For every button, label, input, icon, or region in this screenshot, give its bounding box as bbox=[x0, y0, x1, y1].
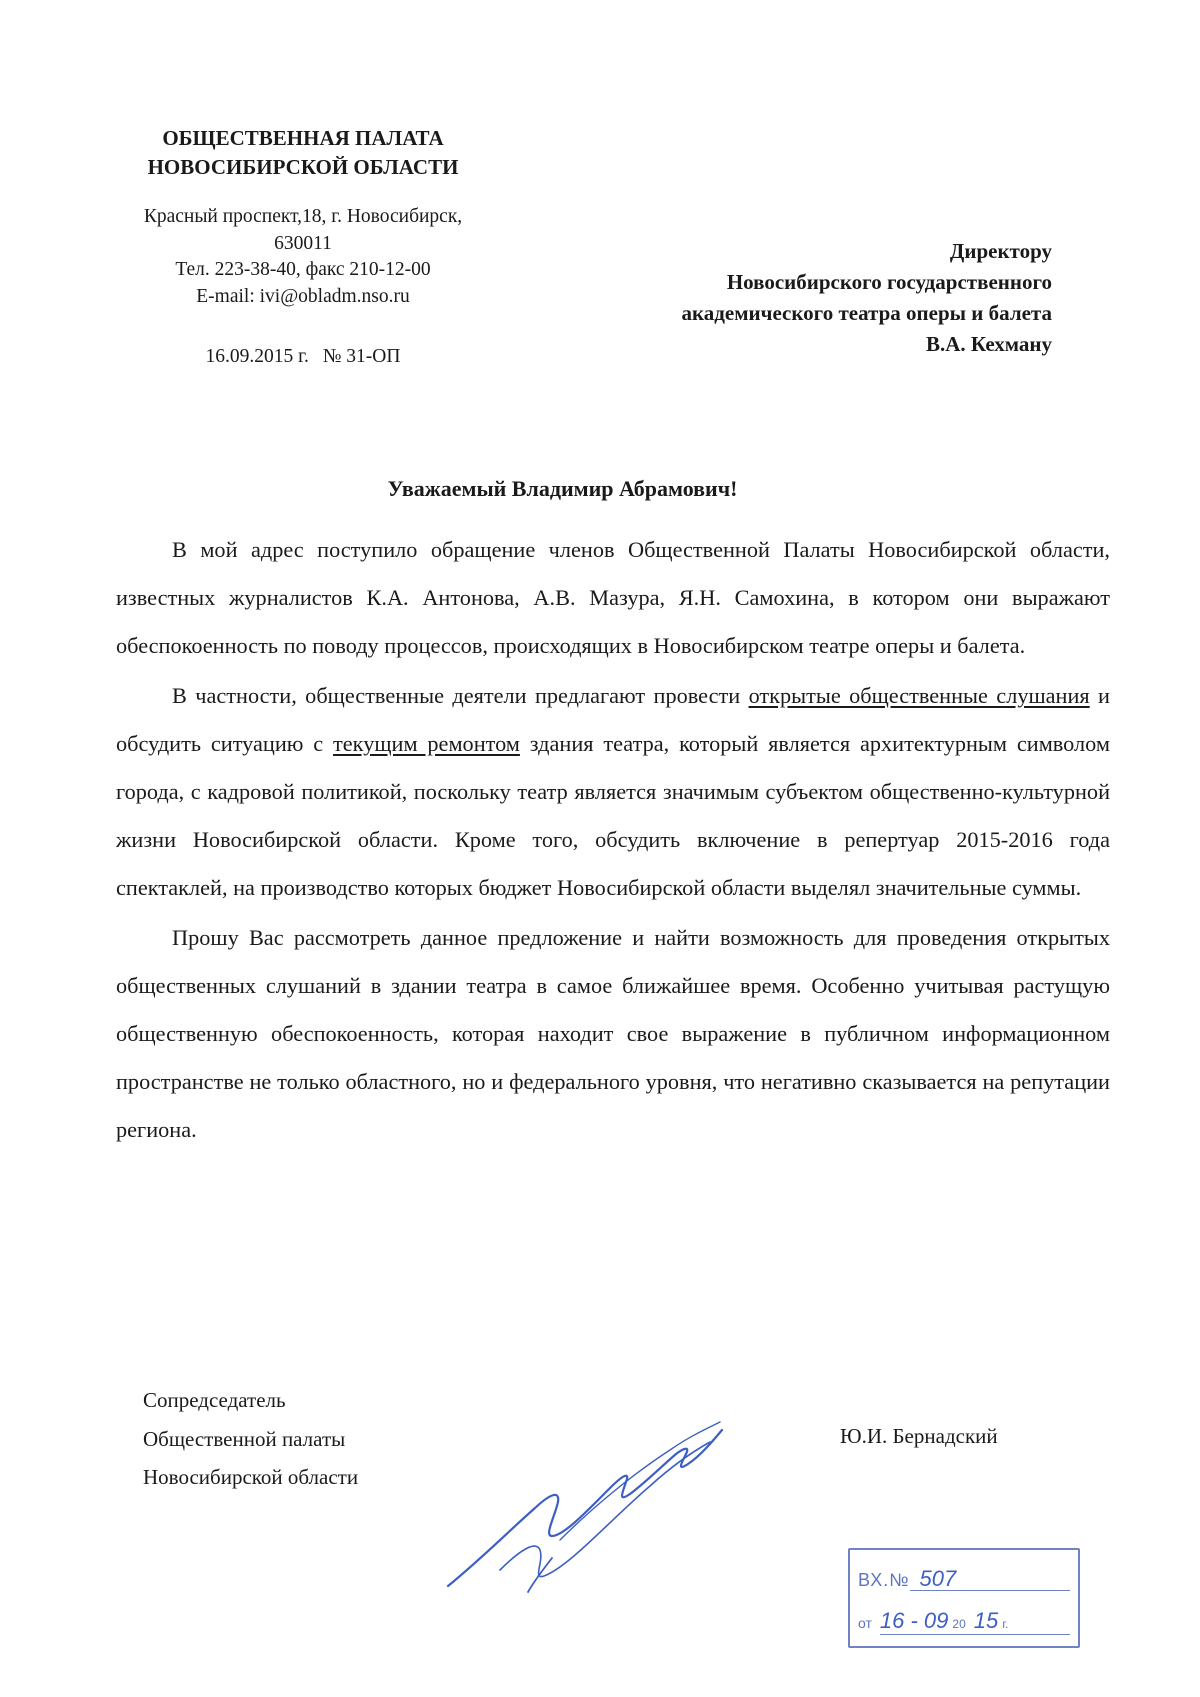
stamp-number-rule bbox=[910, 1590, 1070, 1591]
underlined-current-repair: текущим ремонтом bbox=[333, 731, 520, 756]
letter-date: 16.09.2015 г. bbox=[205, 346, 309, 367]
outgoing-reference bbox=[108, 344, 498, 370]
sender-postal-code: 630011 bbox=[274, 232, 332, 254]
letter-body bbox=[116, 526, 1110, 1156]
recipient-line-2: Новосибирского государственного bbox=[726, 270, 1052, 294]
signatory-title bbox=[143, 1381, 473, 1497]
stamp-year-prefix: 20 bbox=[952, 1617, 966, 1631]
recipient-name: В.А. Кехману bbox=[925, 332, 1052, 356]
body-paragraph-1: В мой адрес поступило обращение членов Общественной Палаты Новосибирской области, известных журналистов К.А. Антонова, А.В. Мазура, Я.Н. Самохина, в котором они выражают обеспокоенность по поводу процессов, происходящих в Новосибирском театре оперы и балета. bbox=[116, 537, 1110, 658]
stamp-number-row bbox=[858, 1566, 956, 1592]
signatory-title-line-1: Сопредседатель bbox=[143, 1388, 286, 1412]
sender-phone: Тел. 223-38-40, факс 210-12-00 bbox=[175, 259, 431, 280]
body-p2-text-b: и обсудить ситуацию с bbox=[116, 683, 1110, 756]
stamp-year-g: г. bbox=[1002, 1617, 1009, 1631]
sender-email: E-mail: ivi@obladm.nso.ru bbox=[196, 285, 410, 307]
stamp-label-from: от bbox=[858, 1615, 872, 1631]
stamp-in-number: 507 bbox=[919, 1566, 957, 1591]
body-p2-text-c: здания театра, который является архитектурным символом города, с кадровой политикой, поскольку театр является значимым субъектом общественно-культурной жизни Новосибирской области. Кроме того, обсудить включение в репертуар 2015-2016 года спектаклей, на производство которых бюджет Новосибирской области выделял значительные суммы. bbox=[116, 731, 1110, 900]
sender-org-line-1: ОБЩЕСТВЕННАЯ ПАЛАТА bbox=[162, 126, 444, 150]
body-p2-text-a: В частности, общественные деятели предлагают провести bbox=[172, 683, 749, 708]
recipient-line-1: Директору bbox=[949, 239, 1052, 263]
underlined-open-hearings: открытые общественные слушания bbox=[748, 683, 1090, 708]
handwritten-signature bbox=[440, 1390, 730, 1600]
stamp-year-suffix: 15 bbox=[973, 1608, 999, 1633]
sender-address bbox=[108, 204, 498, 310]
signatory-title-line-2: Общественной палаты bbox=[143, 1426, 346, 1451]
stamp-in-date: 16 - 09 bbox=[879, 1608, 949, 1633]
body-paragraph-2 bbox=[116, 672, 1110, 912]
recipient-block bbox=[540, 236, 1052, 360]
sender-address-line-1: Красный проспект,18, г. Новосибирск, bbox=[143, 206, 463, 227]
sender-organization bbox=[118, 124, 488, 182]
stamp-label-in: ВХ.№ bbox=[858, 1570, 910, 1590]
stamp-date-rule bbox=[880, 1634, 1070, 1635]
letter-number: № 31-ОП bbox=[322, 346, 401, 367]
signatory-name: Ю.И. Бернадский bbox=[840, 1424, 998, 1448]
signatory-title-line-3: Новосибирской области bbox=[143, 1465, 359, 1489]
sender-org-line-2: НОВОСИБИРСКОЙ ОБЛАСТИ bbox=[147, 155, 459, 179]
body-paragraph-3: Прошу Вас рассмотреть данное предложение и найти возможность для проведения открытых общественных слушаний в здании театра в самое ближайшее время. Особенно учитывая растущую общественную обеспокоенность, которая находит свое выражение в публичном информационном пространстве не только областного, но и федерального уровня, что негативно сказывается на репутации региона. bbox=[116, 925, 1110, 1142]
salutation: Уважаемый Владимир Абрамович! bbox=[387, 476, 738, 501]
recipient-line-3: академического театра оперы и балета bbox=[681, 301, 1052, 325]
incoming-registration-stamp bbox=[848, 1548, 1080, 1648]
stamp-date-row bbox=[858, 1608, 1008, 1634]
